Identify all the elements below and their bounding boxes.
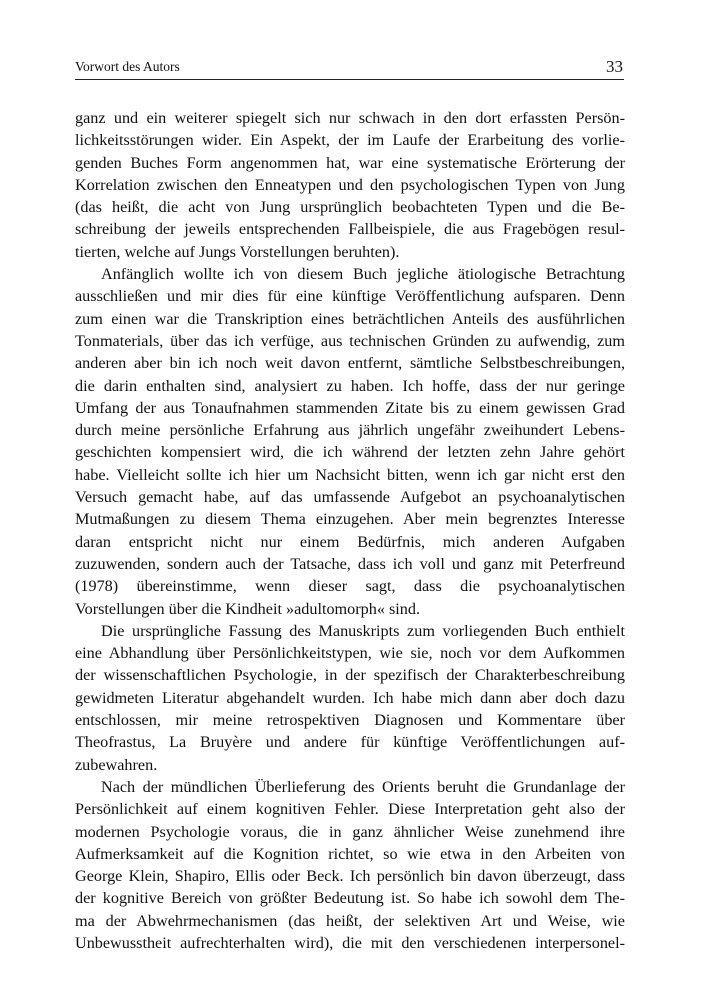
text-line: Persönlichkeit auf einem kognitiven Fehler. Diese Interpretation geht also der bbox=[75, 800, 625, 819]
text-line: Unbewusstheit aufrechterhalten wird), die mit den verschiedenen interpersonel- bbox=[75, 933, 625, 952]
paragraph bbox=[75, 776, 625, 954]
text-line: ausschließen und mir dies für eine künftige Veröffentlichung aufsparen. Denn bbox=[75, 287, 625, 306]
text-line: geschichten kompensiert wird, die ich während der letzten zehn Jahre gehört bbox=[75, 443, 625, 462]
text-line: ma der Abwehrmechanismen (das heißt, der selektiven Art und Weise, wie bbox=[75, 911, 625, 930]
text-line: zubewahren. bbox=[75, 755, 158, 774]
text-line: genden Buches Form angenommen hat, war eine systematische Erörterung der bbox=[75, 153, 625, 172]
text-line: der wissenschaftlichen Psychologie, in der spezifisch der Charakterbeschreibung bbox=[75, 666, 625, 685]
text-line: Die ursprüngliche Fassung des Manuskripts zum vorliegenden Buch enthielt bbox=[101, 621, 625, 640]
text-line: gewidmeten Literatur abgehandelt wurden. Ich habe mich dann aber doch dazu bbox=[75, 688, 625, 707]
text-line: Umfang der aus Tonaufnahmen stammenden Zitate bis zu einem gewissen Grad bbox=[75, 398, 625, 417]
text-line: Aufmerksamkeit auf die Kognition richtet, so wie etwa in den Arbeiten von bbox=[75, 844, 625, 863]
text-line: Tonmaterials, über das ich verfüge, aus technischen Gründen zu aufwendig, zum bbox=[75, 331, 625, 350]
body-text bbox=[75, 107, 625, 954]
text-line: ganz und ein weiterer spiegelt sich nur schwach in den dort erfassten Persön- bbox=[75, 109, 625, 127]
text-line: Korrelation zwischen den Enneatypen und den psychologischen Typen von Jung bbox=[75, 175, 625, 194]
text-line: eine Abhandlung über Persönlichkeitstypen, wie sie, noch vor dem Aufkommen bbox=[75, 644, 625, 663]
text-line: habe. Vielleicht sollte ich hier um Nachsicht bitten, wenn ich gar nicht erst den bbox=[75, 465, 625, 484]
text-line: Mutmaßungen zu diesem Thema einzugehen. Aber mein begrenztes Interesse bbox=[75, 510, 625, 529]
text-line: schreibung der jeweils entsprechenden Fallbeispiele, die aus Fragebögen resul- bbox=[75, 220, 625, 239]
paragraph bbox=[75, 107, 625, 263]
text-line: Anfänglich wollte ich von diesem Buch jegliche ätiologische Betrachtung bbox=[101, 265, 625, 284]
text-line: der kognitive Bereich von größter Bedeutung ist. So habe ich sowohl dem The- bbox=[75, 889, 625, 908]
text-line: Versuch gemacht habe, auf das umfassende Aufgebot an psychoanalytischen bbox=[75, 488, 625, 507]
text-line: die darin enthalten sind, analysiert zu haben. Ich hoffe, dass der nur geringe bbox=[75, 376, 625, 395]
text-line: Nach der mündlichen Überlieferung des Orients beruht die Grundanlage der bbox=[101, 777, 625, 796]
paragraph bbox=[75, 263, 625, 620]
page-number: 33 bbox=[606, 57, 623, 76]
text-line: lichkeitsstörungen wider. Ein Aspekt, der im Laufe der Erarbeitung des vorlie- bbox=[75, 131, 625, 150]
text-line: (das heißt, die acht von Jung ursprünglich beobachteten Typen und die Be- bbox=[75, 198, 625, 217]
text-line: entschlossen, mir meine retrospektiven Diagnosen und Kommentare über bbox=[75, 711, 625, 730]
text-line: George Klein, Shapiro, Ellis oder Beck. Ich persönlich bin davon überzeugt, dass bbox=[75, 867, 625, 886]
text-line: tierten, welche auf Jungs Vorstellungen beruhten). bbox=[75, 242, 400, 261]
text-line: durch meine persönliche Erfahrung aus jährlich ungefähr zweihundert Lebens- bbox=[75, 421, 625, 440]
paragraph bbox=[75, 620, 625, 776]
text-line: modernen Psychologie voraus, die in ganz ähnlicher Weise zunehmend ihre bbox=[75, 822, 625, 841]
text-line: Vorstellungen über die Kindheit »adultomorph« sind. bbox=[75, 599, 420, 618]
text-line: Theofrastus, La Bruyère und andere für künftige Veröffentlichungen auf- bbox=[75, 733, 625, 752]
header-rule bbox=[75, 79, 624, 80]
text-line: (1978) übereinstimme, wenn dieser sagt, dass die psychoanalytischen bbox=[75, 577, 625, 596]
running-header bbox=[75, 55, 623, 79]
text-line: anderen aber bin ich noch weit davon entfernt, sämtliche Selbstbeschreibungen, bbox=[75, 354, 625, 373]
running-title: Vorwort des Autors bbox=[75, 59, 180, 74]
text-line: zuzuwenden, sondern auch der Tatsache, dass ich voll und ganz mit Peterfreund bbox=[75, 554, 625, 573]
text-line: daran entspricht nicht nur einem Bedürfnis, mich anderen Aufgaben bbox=[75, 532, 625, 551]
text-line: zum einen war die Transkription eines beträchtlichen Anteils des ausführlichen bbox=[75, 309, 625, 328]
